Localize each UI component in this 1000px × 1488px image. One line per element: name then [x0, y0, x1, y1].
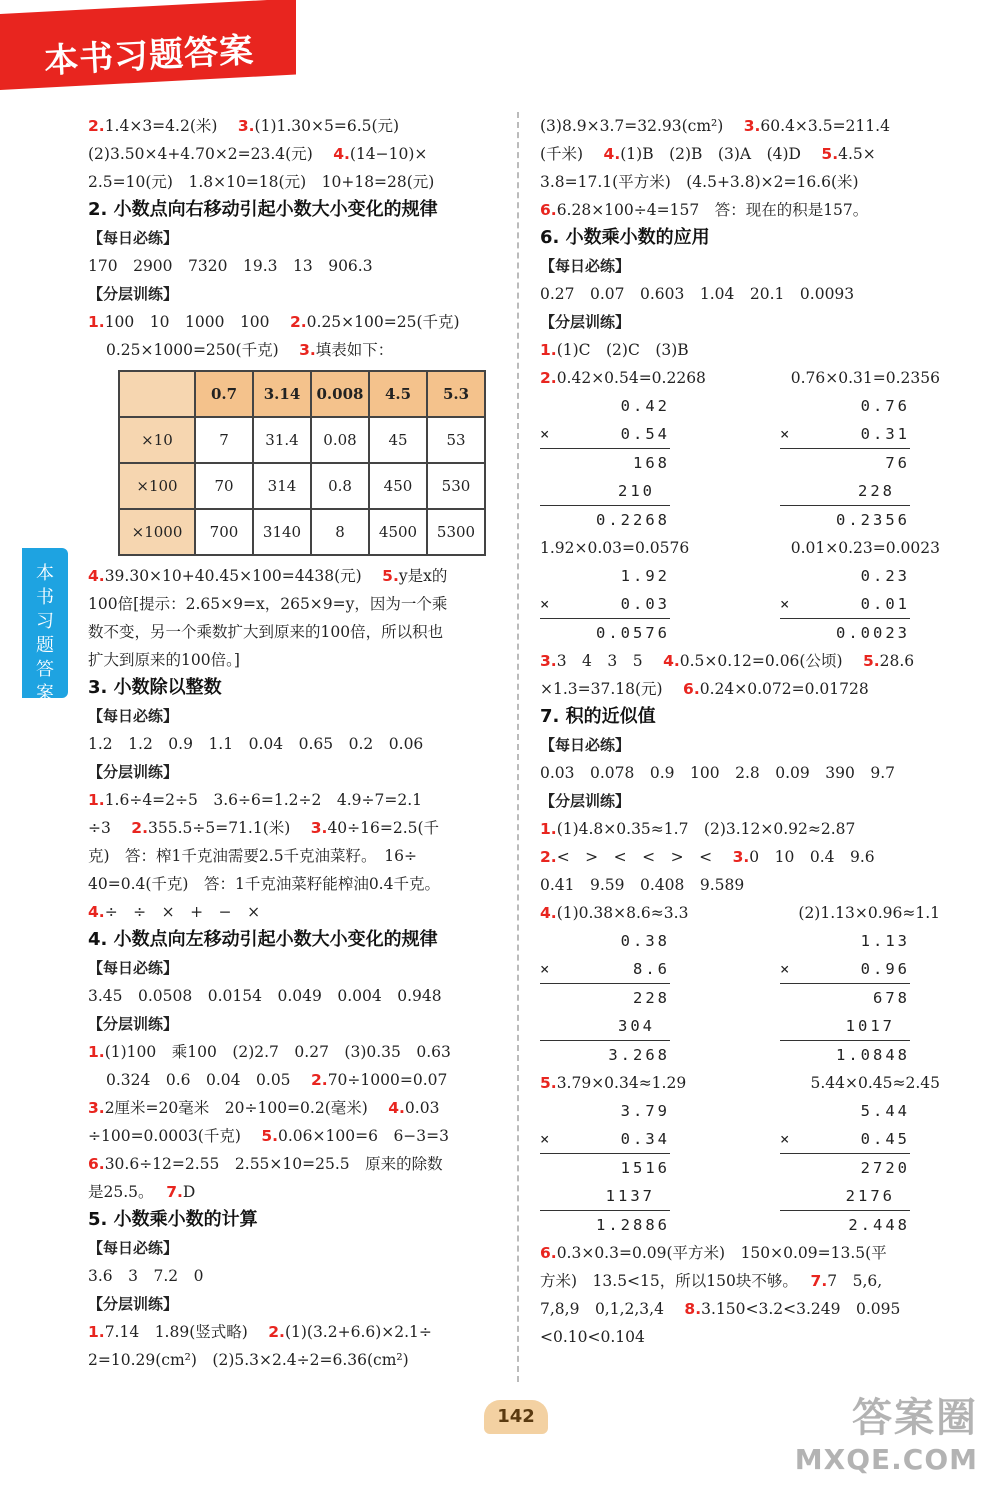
answer-line: 4.÷ ÷ × + − ×: [88, 903, 261, 921]
table-cell: 450: [369, 463, 427, 509]
vertical-multiplication: 0.38 × 8.6 228 304 3.268: [540, 927, 670, 1069]
section-title: 5. 小数乘小数的计算: [88, 1209, 258, 1230]
banner-title: 本书习题答案: [43, 30, 256, 82]
vertical-multiplication: 1.92 × 0.03 0.0576: [540, 562, 670, 647]
table-cell: 530: [427, 463, 485, 509]
answer-line: 数不变，另一个乘数扩大到原来的100倍，所以积也: [88, 623, 444, 641]
answer-line: 4.39.30×10+40.45×100=4438(元) 5.y是x的: [88, 567, 448, 585]
table-cell: 53: [427, 417, 485, 463]
table-cell: 8: [311, 509, 369, 555]
answer-line: 1.(1)4.8×0.35≈1.7 (2)3.12×0.92≈2.87: [540, 820, 856, 838]
answer-line: 扩大到原来的100倍。]: [88, 651, 240, 669]
answer-line: 6.30.6÷12=2.55 2.55×10=25.5 原来的除数: [88, 1155, 443, 1173]
vertical-multiplication: 3.79 × 0.34 1516 1137 1.2886: [540, 1097, 670, 1239]
answer-line: (3)8.9×3.7=32.93(cm²) 3.60.4×3.5=211.4: [540, 117, 890, 135]
vertical-calculations: [540, 562, 940, 647]
table-cell: 31.4: [253, 417, 311, 463]
answer-line: ÷100=0.0003(千克) 5.0.06×100=6 6−3=3: [88, 1127, 450, 1145]
layered-training-label: 【分层训练】: [540, 792, 631, 810]
daily-answers: 3.6 3 7.2 0: [88, 1267, 204, 1285]
daily-practice-label: 【每日必练】: [88, 959, 179, 977]
table-cell: 314: [253, 463, 311, 509]
answer-line: 40=0.4(千克) 答：1千克油菜籽能榨油0.4千克。: [88, 875, 440, 893]
answer-line: 4.(1)0.38×8.6≈3.3 (2)1.13×0.96≈1.1: [540, 904, 940, 922]
table-row: [119, 417, 485, 463]
right-column: [540, 112, 960, 1351]
answer-line: 0.324 0.6 0.04 0.05 2.70÷1000=0.07: [106, 1071, 448, 1089]
answer-line: 7,8,9 0,1,2,3,4 8.3.150<3.2<3.249 0.095: [540, 1300, 901, 1318]
daily-answers: 3.45 0.0508 0.0154 0.049 0.004 0.948: [88, 987, 442, 1005]
daily-answers: 170 2900 7320 19.3 13 906.3: [88, 257, 373, 275]
side-tab: [22, 548, 68, 704]
vertical-calculations: [540, 392, 940, 534]
table-cell: ×10: [119, 417, 195, 463]
answer-line: <0.10<0.104: [540, 1328, 645, 1346]
answer-line: 2.0.42×0.54=0.2268 0.76×0.31=0.2356: [540, 369, 940, 387]
site-watermark: [795, 1386, 978, 1476]
layered-training-label: 【分层训练】: [88, 763, 179, 781]
table-cell: 7: [195, 417, 253, 463]
page-number: 142: [484, 1400, 548, 1434]
answer-line: 是25.5。 7.D: [88, 1183, 196, 1201]
answer-line: 5.3.79×0.34≈1.29 5.44×0.45≈2.45: [540, 1074, 940, 1092]
watermark-logo-text: 答案圈: [852, 1395, 978, 1441]
vertical-multiplication: 0.23 × 0.01 0.0023: [780, 562, 910, 647]
table-row: [119, 509, 485, 555]
answer-line: 6.0.3×0.3=0.09(平方米) 150×0.09=13.5(平: [540, 1244, 887, 1262]
daily-practice-label: 【每日必练】: [88, 707, 179, 725]
daily-answers: 0.03 0.078 0.9 100 2.8 0.09 390 9.7: [540, 764, 896, 782]
layered-training-label: 【分层训练】: [88, 1015, 179, 1033]
answer-line: 1.(1)C (2)C (3)B: [540, 341, 689, 359]
answer-line: 1.1.6÷4=2÷5 3.6÷6=1.2÷2 4.9÷7=2.1: [88, 791, 423, 809]
vertical-multiplication: 0.42 × 0.54 168 210 0.2268: [540, 392, 670, 534]
table-header-row: [119, 371, 485, 417]
multiplication-table: [118, 370, 486, 556]
layered-training-label: 【分层训练】: [88, 1295, 179, 1313]
answer-line: 100倍[提示：2.65×9=x，265×9=y，因为一个乘: [88, 595, 448, 613]
side-tab-label: 本书习题答案: [36, 563, 54, 704]
answer-line: 1.7.14 1.89(竖式略) 2.(1)(3.2+6.6)×2.1÷: [88, 1323, 432, 1341]
answer-line: 克) 答：榨1千克油需要2.5千克油菜籽。 16÷: [88, 847, 418, 865]
answer-line: 2.1.4×3=4.2(米) 3.(1)1.30×5=6.5(元): [88, 117, 400, 135]
daily-answers: 0.27 0.07 0.603 1.04 20.1 0.0093: [540, 285, 855, 303]
answer-line: 2.< > < < > < 3.0 10 0.4 9.6: [540, 848, 875, 866]
vertical-multiplication: 0.76 × 0.31 76 228 0.2356: [780, 392, 910, 534]
answer-line: 1.100 10 1000 100 2.0.25×100=25(千克): [88, 313, 460, 331]
table-cell: 0.008: [311, 371, 369, 417]
answer-line: 1.92×0.03=0.0576 0.01×0.23=0.0023: [540, 539, 940, 557]
table-cell: 45: [369, 417, 427, 463]
table-cell: ×100: [119, 463, 195, 509]
table-cell: 70: [195, 463, 253, 509]
layered-training-label: 【分层训练】: [540, 313, 631, 331]
answer-line: (2)3.50×4+4.70×2=23.4(元) 4.(14−10)×: [88, 145, 428, 163]
table-row: [119, 463, 485, 509]
table-cell: 4500: [369, 509, 427, 555]
answer-line: 0.25×1000=250(千克) 3.填表如下：: [106, 341, 394, 359]
table-cell: 700: [195, 509, 253, 555]
table-cell: 3.14: [253, 371, 311, 417]
table-cell: 5.3: [427, 371, 485, 417]
answer-line: 2.5=10(元) 1.8×10=18(元) 10+18=28(元): [88, 173, 435, 191]
vertical-calculations: [540, 927, 940, 1069]
column-divider: [517, 112, 519, 1382]
table-cell: 5300: [427, 509, 485, 555]
section-title: 3. 小数除以整数: [88, 677, 222, 698]
table-cell: 0.08: [311, 417, 369, 463]
section-title: 4. 小数点向左移动引起小数大小变化的规律: [88, 929, 438, 950]
table-cell: ×1000: [119, 509, 195, 555]
answer-line: 0.41 9.59 0.408 9.589: [540, 876, 745, 894]
answer-line: 3.3 4 3 5 4.0.5×0.12=0.06(公顷) 5.28.6: [540, 652, 915, 670]
daily-practice-label: 【每日必练】: [540, 257, 631, 275]
table-cell: 3140: [253, 509, 311, 555]
watermark-url: MXQE.COM: [794, 1443, 978, 1476]
table-cell: [119, 371, 195, 417]
answer-line: 6.6.28×100÷4=157 答：现在的积是157。: [540, 201, 869, 219]
section-title: 6. 小数乘小数的应用: [540, 227, 710, 248]
vertical-multiplication: 1.13 × 0.96 678 1017 1.0848: [780, 927, 910, 1069]
answer-line: ×1.3=37.18(元) 6.0.24×0.072=0.01728: [540, 680, 869, 698]
table-cell: 4.5: [369, 371, 427, 417]
answer-line: 3.8=17.1(平方米) (4.5+3.8)×2=16.6(米): [540, 173, 859, 191]
answer-line: 1.(1)100 乘100 (2)2.7 0.27 (3)0.35 0.63: [88, 1043, 451, 1061]
table-cell: 0.7: [195, 371, 253, 417]
answer-line: ÷3 2.355.5÷5=71.1(米) 3.40÷16=2.5(千: [88, 819, 440, 837]
daily-practice-label: 【每日必练】: [540, 736, 631, 754]
section-title: 2. 小数点向右移动引起小数大小变化的规律: [88, 199, 438, 220]
layered-training-label: 【分层训练】: [88, 285, 179, 303]
vertical-calculations: [540, 1097, 940, 1239]
answer-line: 方米) 13.5<15，所以150块不够。 7.7 5,6,: [540, 1272, 883, 1290]
daily-answers: 1.2 1.2 0.9 1.1 0.04 0.65 0.2 0.06: [88, 735, 424, 753]
section-title: 7. 积的近似值: [540, 706, 656, 727]
left-column: [88, 112, 498, 1374]
table-cell: 0.8: [311, 463, 369, 509]
answer-line: (千米) 4.(1)B (2)B (3)A (4)D 5.4.5×: [540, 145, 876, 163]
daily-practice-label: 【每日必练】: [88, 229, 179, 247]
vertical-multiplication: 5.44 × 0.45 2720 2176 2.448: [780, 1097, 910, 1239]
daily-practice-label: 【每日必练】: [88, 1239, 179, 1257]
answer-line: 3.2厘米=20毫米 20÷100=0.2(毫米) 4.0.03: [88, 1099, 440, 1117]
answer-line: 2=10.29(cm²) (2)5.3×2.4÷2=6.36(cm²): [88, 1351, 409, 1369]
